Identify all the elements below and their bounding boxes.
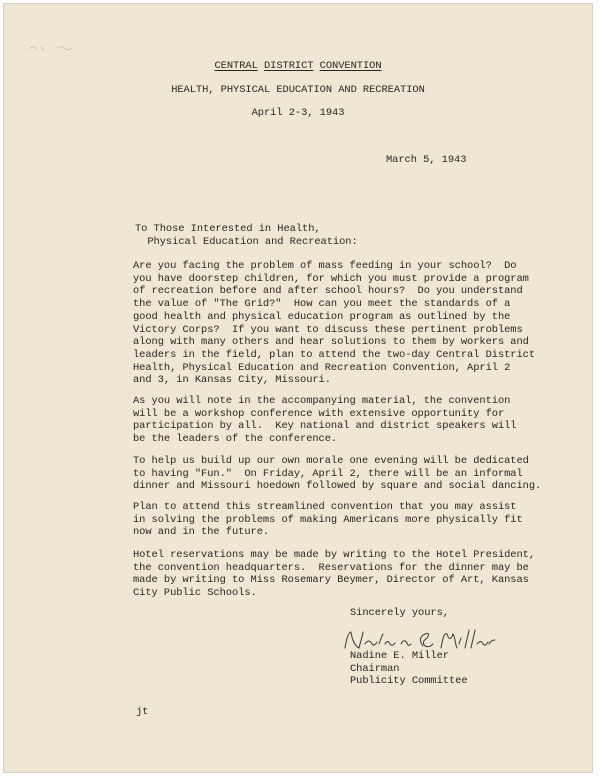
text-line: participation by all. Key national and district speakers will — [133, 420, 517, 433]
text-line: Plan to attend this streamlined convention that you may assist — [133, 501, 517, 513]
paragraph-2 — [133, 395, 573, 446]
signer-committee: Publicity Committee — [350, 675, 468, 688]
paragraph-4 — [133, 501, 573, 539]
salutation-line: To Those Interested in Health, — [135, 223, 321, 235]
salutation — [135, 223, 358, 248]
title-word-convention: CONVENTION — [319, 60, 382, 72]
convention-dates: April 2-3, 1943 — [251, 107, 345, 119]
text-line: to having "Fun." On Friday, April 2, there will be an informal — [133, 467, 523, 480]
signature-block — [350, 650, 468, 688]
closing: Sincerely yours, — [350, 607, 449, 619]
text-line: of recreation before and after school hours? Do you understand — [133, 285, 523, 298]
typist-initials: jt — [136, 706, 149, 718]
paragraph-5 — [133, 549, 573, 600]
text-line: As you will note in the accompanying material, the convention — [133, 395, 511, 407]
text-line: made by writing to Miss Rosemary Beymer, Director of Art, Kansas — [133, 574, 529, 587]
text-line: dinner and Missouri hoedown followed by square and social dancing. — [133, 480, 542, 493]
title-word-central: CENTRAL — [214, 60, 258, 72]
title-word-district: DISTRICT — [263, 60, 314, 72]
text-line: To help us build up our own morale one evening will be dedicated — [133, 455, 529, 467]
convention-title — [3, 60, 593, 73]
signer-name: Nadine E. Miller — [350, 650, 449, 662]
text-line: you have doorstep children, for which you must provide a program — [133, 272, 529, 285]
letter-page — [3, 3, 593, 773]
text-line: will be a workshop conference with extensive opportunity for — [133, 407, 505, 420]
text-line: be the leaders of the conference. — [133, 433, 338, 446]
text-line: along with many others and hear solutions to them by workers and — [133, 336, 529, 349]
text-line: in solving the problems of making Americans more physically fit — [133, 513, 523, 526]
text-line: and 3, in Kansas City, Missouri. — [133, 374, 331, 387]
text-line: the convention headquarters. Reservations for the dinner may be — [133, 561, 529, 574]
signer-title: Chairman — [350, 662, 400, 675]
salutation-line: Physical Education and Recreation: — [135, 235, 358, 248]
text-line: leaders in the field, plan to attend the two-day Central District — [133, 348, 536, 361]
text-line: Health, Physical Education and Recreation Convention, April 2 — [133, 361, 511, 374]
text-line: Victory Corps? If you want to discuss these pertinent problems — [133, 323, 523, 336]
paragraph-3 — [133, 455, 573, 493]
convention-subtitle: HEALTH, PHYSICAL EDUCATION AND RECREATION — [171, 84, 425, 96]
paragraph-1 — [133, 260, 573, 387]
text-line: now and in the future. — [133, 526, 270, 539]
text-line: the value of "The Grid?" How can you meet the standards of a — [133, 298, 511, 311]
text-line: Are you facing the problem of mass feeding in your school? Do — [133, 260, 517, 272]
letter-date: March 5, 1943 — [386, 154, 467, 166]
text-line: Hotel reservations may be made by writing to the Hotel President, — [133, 549, 536, 561]
text-line: good health and physical education program as outlined by the — [133, 310, 511, 323]
text-line: City Public Schools. — [133, 587, 257, 600]
